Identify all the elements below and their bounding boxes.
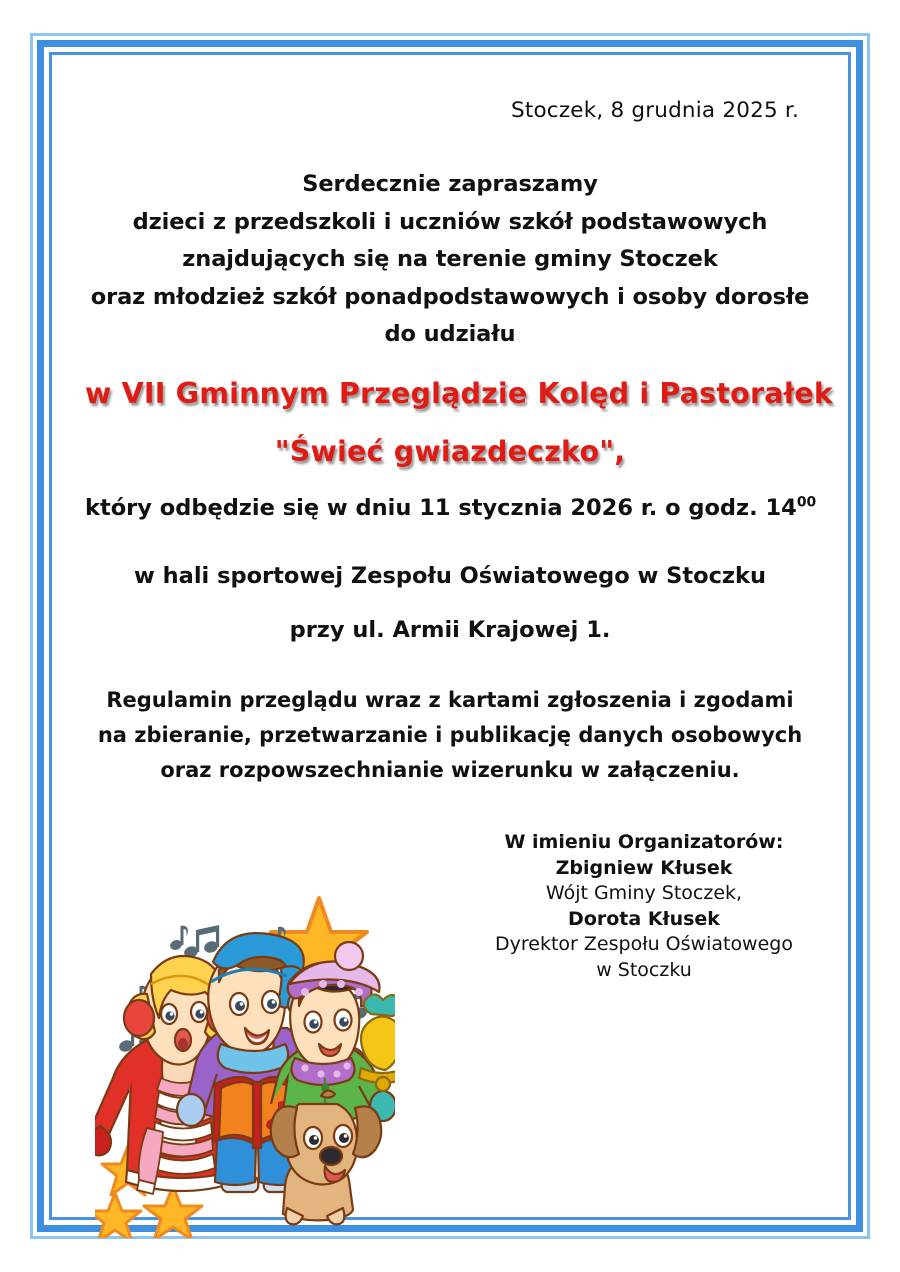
event-subtitle: "Świeć gwiazdeczko", [274, 434, 626, 468]
event-datetime-text: który odbędzie się w dniu 11 stycznia 2026 r. o godz. 14 [85, 494, 797, 521]
music-note-icon-2 [169, 926, 188, 952]
decorative-border-outer [30, 33, 870, 1239]
invitation-line-1: Serdecznie zapraszamy [302, 171, 598, 197]
star-icon-small-2 [95, 1193, 141, 1238]
event-venue [85, 549, 815, 657]
poster-content [85, 88, 834, 1216]
signatory-role-2: Dyrektor Zespołu Oświatowego [495, 933, 793, 955]
event-title-block [85, 376, 834, 469]
dateline: Stoczek, 8 grudnia 2025 r. [510, 98, 799, 123]
invitation-line-2: dzieci z przedszkoli i uczniów szkół podstawowych [132, 208, 768, 235]
event-datetime [85, 495, 815, 521]
puppy-icon [271, 1090, 382, 1224]
music-note-icon-1 [183, 925, 220, 960]
invitation-paragraph [85, 166, 815, 354]
event-time-minutes: 00 [796, 494, 817, 510]
rules-line-3: oraz rozpowszechnianie wizerunku w załączeniu. [160, 757, 740, 782]
invitation-line-4: oraz młodzież szkół ponadpodstawowych i osoby dorosłe [90, 283, 810, 310]
signatory-role-2-cont: w Stoczku [596, 958, 692, 981]
invitation-line-5: do udziału [384, 321, 516, 347]
rules-line-1: Regulamin przeglądu wraz z kartami zgłoszenia i zgodami [106, 687, 794, 712]
rules-line-2: na zbieranie, przetwarzanie i publikację danych osobowych [97, 722, 803, 747]
invitation-line-3: znajdujących się na terenie gminy Stoczek [182, 246, 718, 272]
signatory-name-1: Zbigniew Kłusek [555, 856, 733, 879]
event-title: w VII Gminnym Przeglądzie Kolęd i Pastorałek [85, 376, 834, 410]
signature-block [479, 830, 809, 983]
hand-bell-icon [359, 994, 395, 1091]
venue-line-2: przy ul. Armii Krajowej 1. [289, 616, 611, 643]
venue-line-1: w hali sportowej Zespołu Oświatowego w Stoczku [134, 562, 766, 589]
signature-heading: W imieniu Organizatorów: [504, 831, 784, 853]
signatory-name-2: Dorota Kłusek [568, 907, 720, 930]
signatory-role-1: Wójt Gminy Stoczek, [545, 882, 743, 904]
christmas-carolers-illustration [95, 888, 395, 1238]
rules-paragraph [85, 683, 815, 788]
